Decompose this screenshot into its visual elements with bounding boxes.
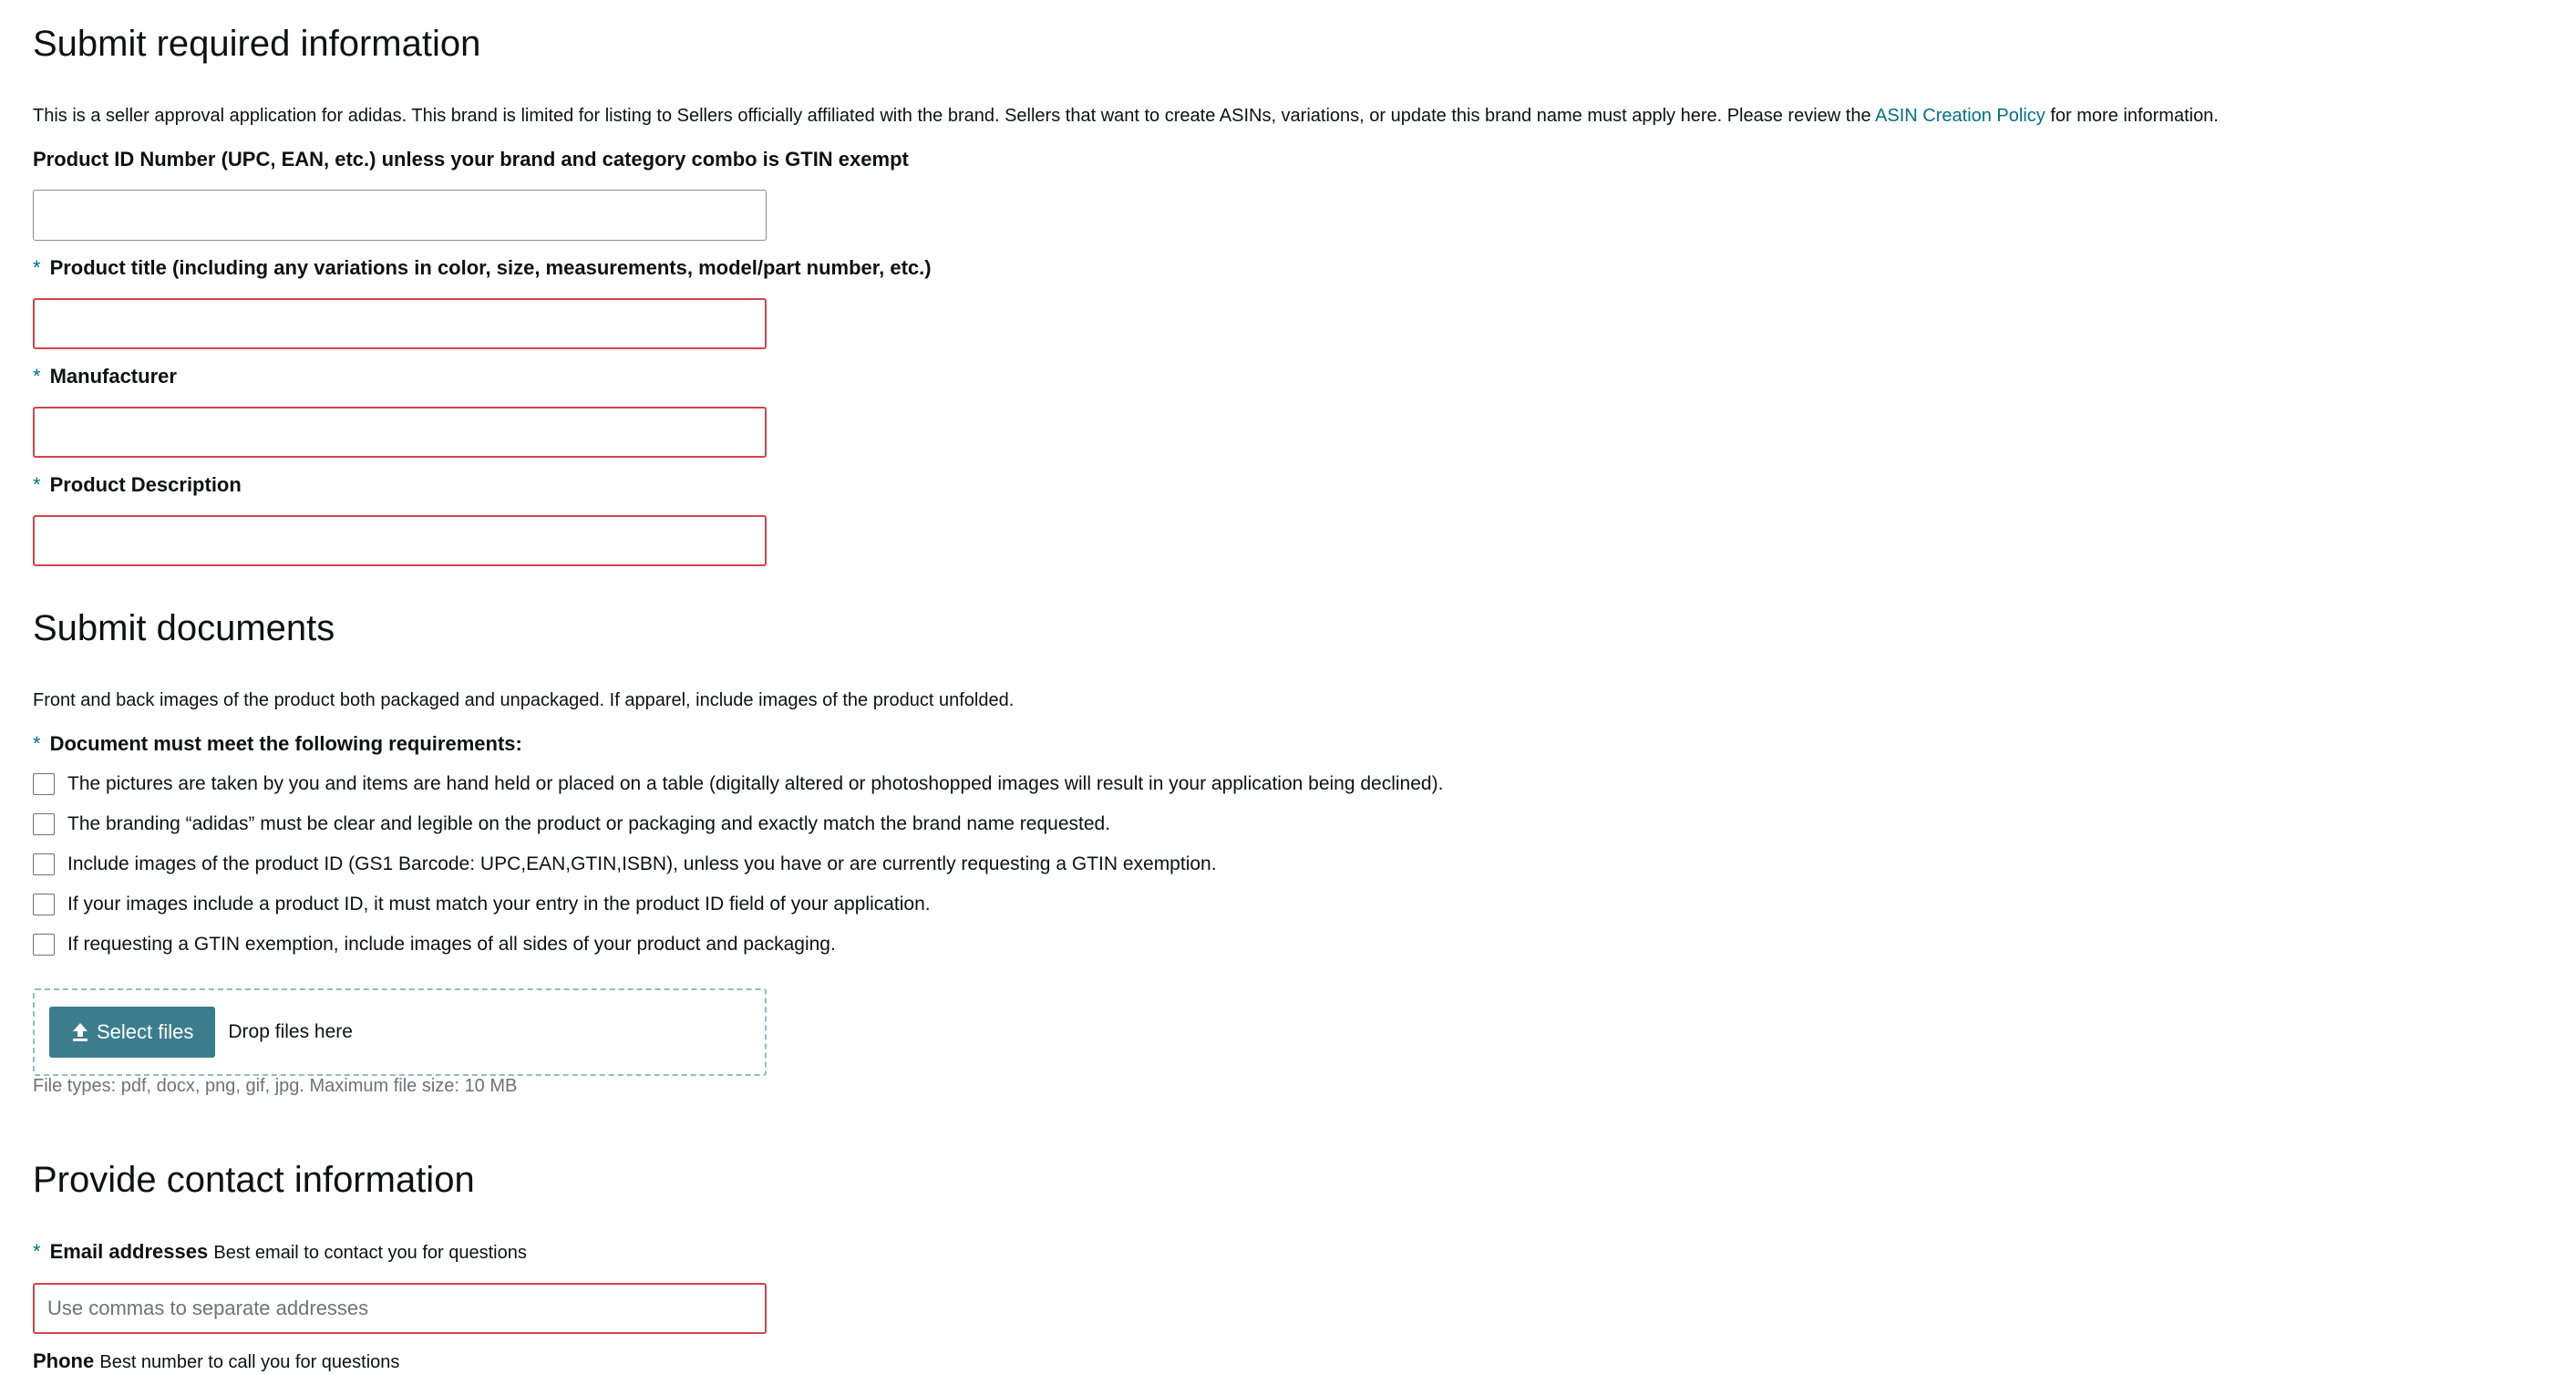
required-marker: *: [33, 473, 41, 496]
phone-label-row: [33, 1349, 399, 1375]
upload-icon: [71, 1021, 89, 1043]
requirement-text: The branding “adidas” must be clear and legible on the product or packaging and exactly match the brand name requested.: [67, 813, 1111, 834]
documents-heading: Submit documents: [33, 608, 335, 648]
documents-intro: Front and back images of the product both packaged and unpackaged. If apparel, include images of the product unfolded.: [33, 690, 1015, 710]
select-files-button[interactable]: [49, 1007, 215, 1058]
requirements-label-row: [33, 731, 522, 758]
product-title-label: Product title (including any variations in color, size, measurements, model/part number, etc.): [49, 256, 932, 279]
requirement-checkbox[interactable]: [33, 934, 55, 956]
product-description-label: Product Description: [49, 473, 242, 496]
required-marker: *: [33, 1240, 41, 1263]
manufacturer-label: Manufacturer: [49, 365, 177, 388]
contact-heading: Provide contact information: [33, 1160, 475, 1200]
requirement-row[interactable]: [33, 804, 1443, 844]
product-id-label: Product ID Number (UPC, EAN, etc.) unless your brand and category combo is GTIN exempt: [33, 148, 909, 171]
select-files-label: Select files: [97, 1020, 194, 1043]
requirement-row[interactable]: [33, 925, 1443, 965]
requirement-row[interactable]: [33, 884, 1443, 925]
email-hint: Best email to contact you for questions: [213, 1243, 527, 1263]
requirements-label: Document must meet the following requirements:: [49, 732, 522, 755]
phone-label: Phone: [33, 1349, 95, 1372]
requirement-checkbox[interactable]: [33, 894, 55, 915]
manufacturer-label-row: [33, 364, 177, 390]
product-title-input[interactable]: [33, 298, 767, 349]
email-input[interactable]: Use commas to separate addresses: [33, 1283, 767, 1334]
requirement-text: If requesting a GTIN exemption, include images of all sides of your product and packaging.: [67, 934, 836, 955]
requirements-checklist: [33, 764, 1443, 965]
phone-hint: Best number to call you for questions: [99, 1352, 400, 1372]
requirement-row[interactable]: [33, 844, 1443, 884]
manufacturer-input[interactable]: [33, 407, 767, 458]
drop-files-text: Drop files here: [228, 1021, 353, 1042]
requirement-checkbox[interactable]: [33, 773, 55, 795]
intro-text-before: This is a seller approval application for adidas. This brand is limited for listing to Sellers officially affiliated with the brand. Sellers that want to create ASINs, variations, or update this brand name must apply here. Please review the: [33, 106, 1876, 126]
required-marker: *: [33, 365, 41, 388]
product-id-input[interactable]: [33, 190, 767, 241]
required-info-intro: [33, 104, 2219, 128]
requirement-text: The pictures are taken by you and items are hand held or placed on a table (digitally altered or photoshopped images will result in your application being declined).: [67, 773, 1444, 794]
asin-creation-policy-link[interactable]: ASIN Creation Policy: [1875, 106, 2045, 126]
intro-text-after: for more information.: [2045, 106, 2219, 126]
email-label-row: [33, 1239, 527, 1266]
product-description-label-row: [33, 472, 242, 499]
file-types-note: File types: pdf, docx, png, gif, jpg. Maximum file size: 10 MB: [33, 1076, 518, 1096]
requirement-text: Include images of the product ID (GS1 Barcode: UPC,EAN,GTIN,ISBN), unless you have or are currently requesting a GTIN exemption.: [67, 853, 1217, 874]
requirement-checkbox[interactable]: [33, 853, 55, 875]
requirement-row[interactable]: [33, 764, 1443, 804]
required-marker: *: [33, 732, 41, 755]
required-info-heading: Submit required information: [33, 24, 481, 64]
product-title-label-row: [33, 255, 932, 282]
email-label: Email addresses: [49, 1240, 209, 1263]
requirement-text: If your images include a product ID, it must match your entry in the product ID field of your application.: [67, 894, 931, 915]
required-marker: *: [33, 256, 41, 279]
requirement-checkbox[interactable]: [33, 813, 55, 835]
product-description-input[interactable]: [33, 515, 767, 566]
file-drop-zone[interactable]: [33, 988, 767, 1076]
